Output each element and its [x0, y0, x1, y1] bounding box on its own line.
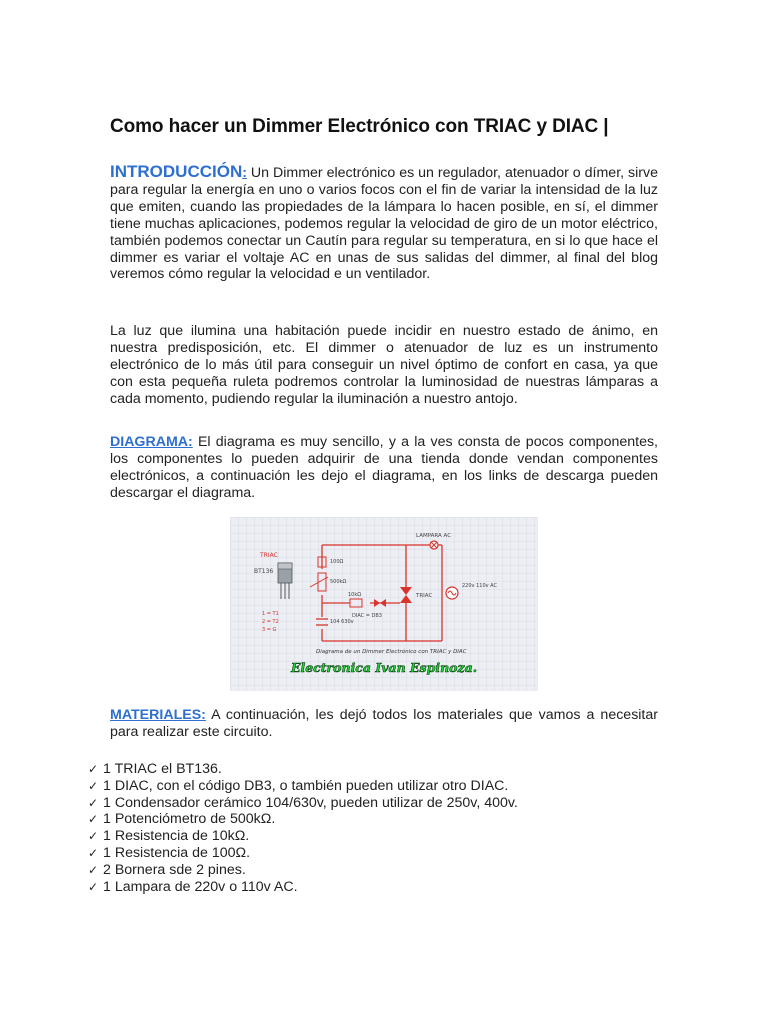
lamp-label: LAMPARA AC [416, 533, 452, 539]
materials-paragraph [110, 707, 658, 741]
intro-heading-colon: : [242, 165, 247, 181]
list-item: ✓ 1 DIAC, con el código DB3, o también pueden utilizar otro DIAC. [88, 777, 509, 794]
list-item: ✓ 1 Resistencia de 100Ω. [88, 844, 251, 861]
page-title: Como hacer un Dimmer Electrónico con TRIAC y DIAC | [110, 116, 609, 137]
checkmark-icon: ✓ [88, 829, 99, 844]
diagram-caption: Diagrama de un Dimmer Electrónico con TRIAC y DIAC [316, 649, 467, 655]
diagram-text: El diagrama es muy sencillo, y a la ves consta de pocos componentes, los componentes lo pueden adquirir de una tienda donde vendan componentes electrónicos, a continuación les dejo el diagrama, en los links de descarga pueden descargar el diagrama. [110, 434, 658, 501]
mood-paragraph: La luz que ilumina una habitación puede incidir en nuestro estado de ánimo, en nuestra predisposición, etc. El dimmer o atenuador de luz es un instrumento electrónico de lo más útil para conseguir un nivel óptimo de confort en casa, ya que con esta pequeña ruleta podremos controlar la luminosidad de nuestras lámparas a cada momento, pudiendo regular la iluminación a nuestro antojo. [110, 323, 658, 407]
checkmark-icon: ✓ [88, 879, 99, 894]
checkmark-icon: ✓ [88, 762, 99, 776]
potentiometer-label: 500kΩ [330, 579, 347, 585]
list-item: ✓ 1 Potenciómetro de 500kΩ. [88, 811, 276, 828]
triac-code-label: BT136 [254, 568, 274, 575]
resistor-100-label: 100Ω [330, 559, 344, 565]
pin-legend-2: 2 = T2 [262, 619, 279, 625]
checkmark-icon: ✓ [88, 778, 99, 793]
intro-text: Un Dimmer electrónico es un regulador, atenuador o dímer, sirve para regular la energía en uno o varios focos con el fin de variar la intensidad de la luz que emiten, cuando las propiedades de la lámpara lo hacen posible, en sí, el dimmer tiene muchas aplicaciones, podemos regular la velocidad de giro de un motor eléctrico, también podemos conectar un Cautín para regular su temperatura, en si lo que hace el dimmer es variar el voltaje AC en unas de sus salidas del dimmer, al final del blog veremos cómo regular la velocidad e un ventilador. [110, 165, 658, 283]
resistor-10k-label: 10kΩ [348, 592, 362, 598]
list-item: ✓ 1 TRIAC el BT136. [88, 761, 222, 777]
pin-legend-3: 3 = G [262, 627, 277, 633]
diac-label: DIAC = DB3 [352, 613, 382, 619]
diagram-heading: DIAGRAMA: [110, 434, 193, 450]
materials-text: A continuación, les dejó todos los materiales que vamos a necesitar para realizar este circuito. [110, 707, 658, 740]
list-item: ✓ 1 Condensador cerámico 104/630v, pueden utilizar de 250v, 400v. [88, 794, 518, 811]
materials-heading: MATERIALES: [110, 707, 206, 723]
diagram-watermark: Electronica Ivan Espinoza. [290, 660, 478, 675]
triac-circuit-label: TRIAC [416, 593, 433, 599]
list-item: ✓ 1 Lampara de 220v o 110v AC. [88, 878, 298, 895]
triac-component-label: TRIAC [260, 552, 278, 559]
circuit-diagram-photo [230, 517, 538, 691]
capacitor-label: 104 630v [330, 619, 354, 625]
list-item: ✓ 1 Resistencia de 10kΩ. [88, 828, 250, 845]
checkmark-icon: ✓ [88, 862, 99, 877]
checkmark-icon: ✓ [88, 812, 99, 827]
checkmark-icon: ✓ [88, 845, 99, 860]
source-label: 220v 110v AC [462, 583, 498, 589]
intro-heading: INTRODUCCIÓN [110, 162, 243, 181]
checkmark-icon: ✓ [88, 795, 99, 810]
pin-legend-1: 1 = T1 [262, 611, 279, 617]
list-item: ✓ 2 Bornera sde 2 pines. [88, 861, 246, 878]
materials-checklist [88, 761, 648, 895]
diagram-paragraph [110, 434, 658, 502]
intro-paragraph [110, 164, 658, 283]
